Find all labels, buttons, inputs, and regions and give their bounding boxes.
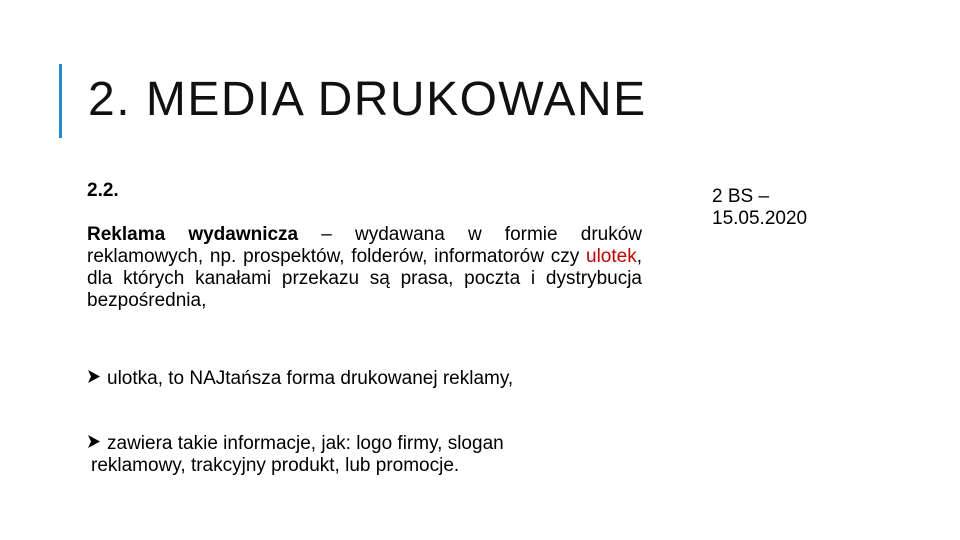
bold-term: Reklama wydawnicza bbox=[87, 224, 299, 245]
highlighted-word: ulotek bbox=[586, 246, 637, 267]
side-note-line-1: 2 BS – bbox=[712, 186, 770, 207]
bullet-item-1 bbox=[87, 368, 513, 390]
arrow-bullet-icon bbox=[87, 433, 101, 455]
arrow-bullet-icon bbox=[87, 368, 101, 390]
slide-content bbox=[87, 180, 642, 312]
paragraph-text-1: – wydawana w formie druków reklamowych, np. prospektów, folderów, informatorów czy bbox=[87, 224, 642, 267]
bullet-item-2 bbox=[87, 433, 504, 477]
bullet-text-continued: reklamowy, trakcyjny produkt, lub promocje. bbox=[91, 455, 460, 476]
section-number: 2.2. bbox=[87, 180, 119, 201]
side-note bbox=[712, 186, 842, 230]
paragraph-text-2: , dla których kanałami przekazu są prasa, poczta i dystrybucja bezpośrednia, bbox=[87, 246, 642, 311]
slide-title: 2. MEDIA DRUKOWANE bbox=[88, 73, 647, 126]
title-accent-bar bbox=[59, 64, 62, 138]
definition-paragraph bbox=[87, 224, 642, 312]
side-note-date: 15.05.2020 bbox=[712, 208, 808, 229]
bullet-text: zawiera takie informacje, jak: logo firmy, slogan bbox=[107, 433, 504, 454]
bullet-text: ulotka, to NAJtańsza forma drukowanej reklamy, bbox=[107, 368, 514, 389]
